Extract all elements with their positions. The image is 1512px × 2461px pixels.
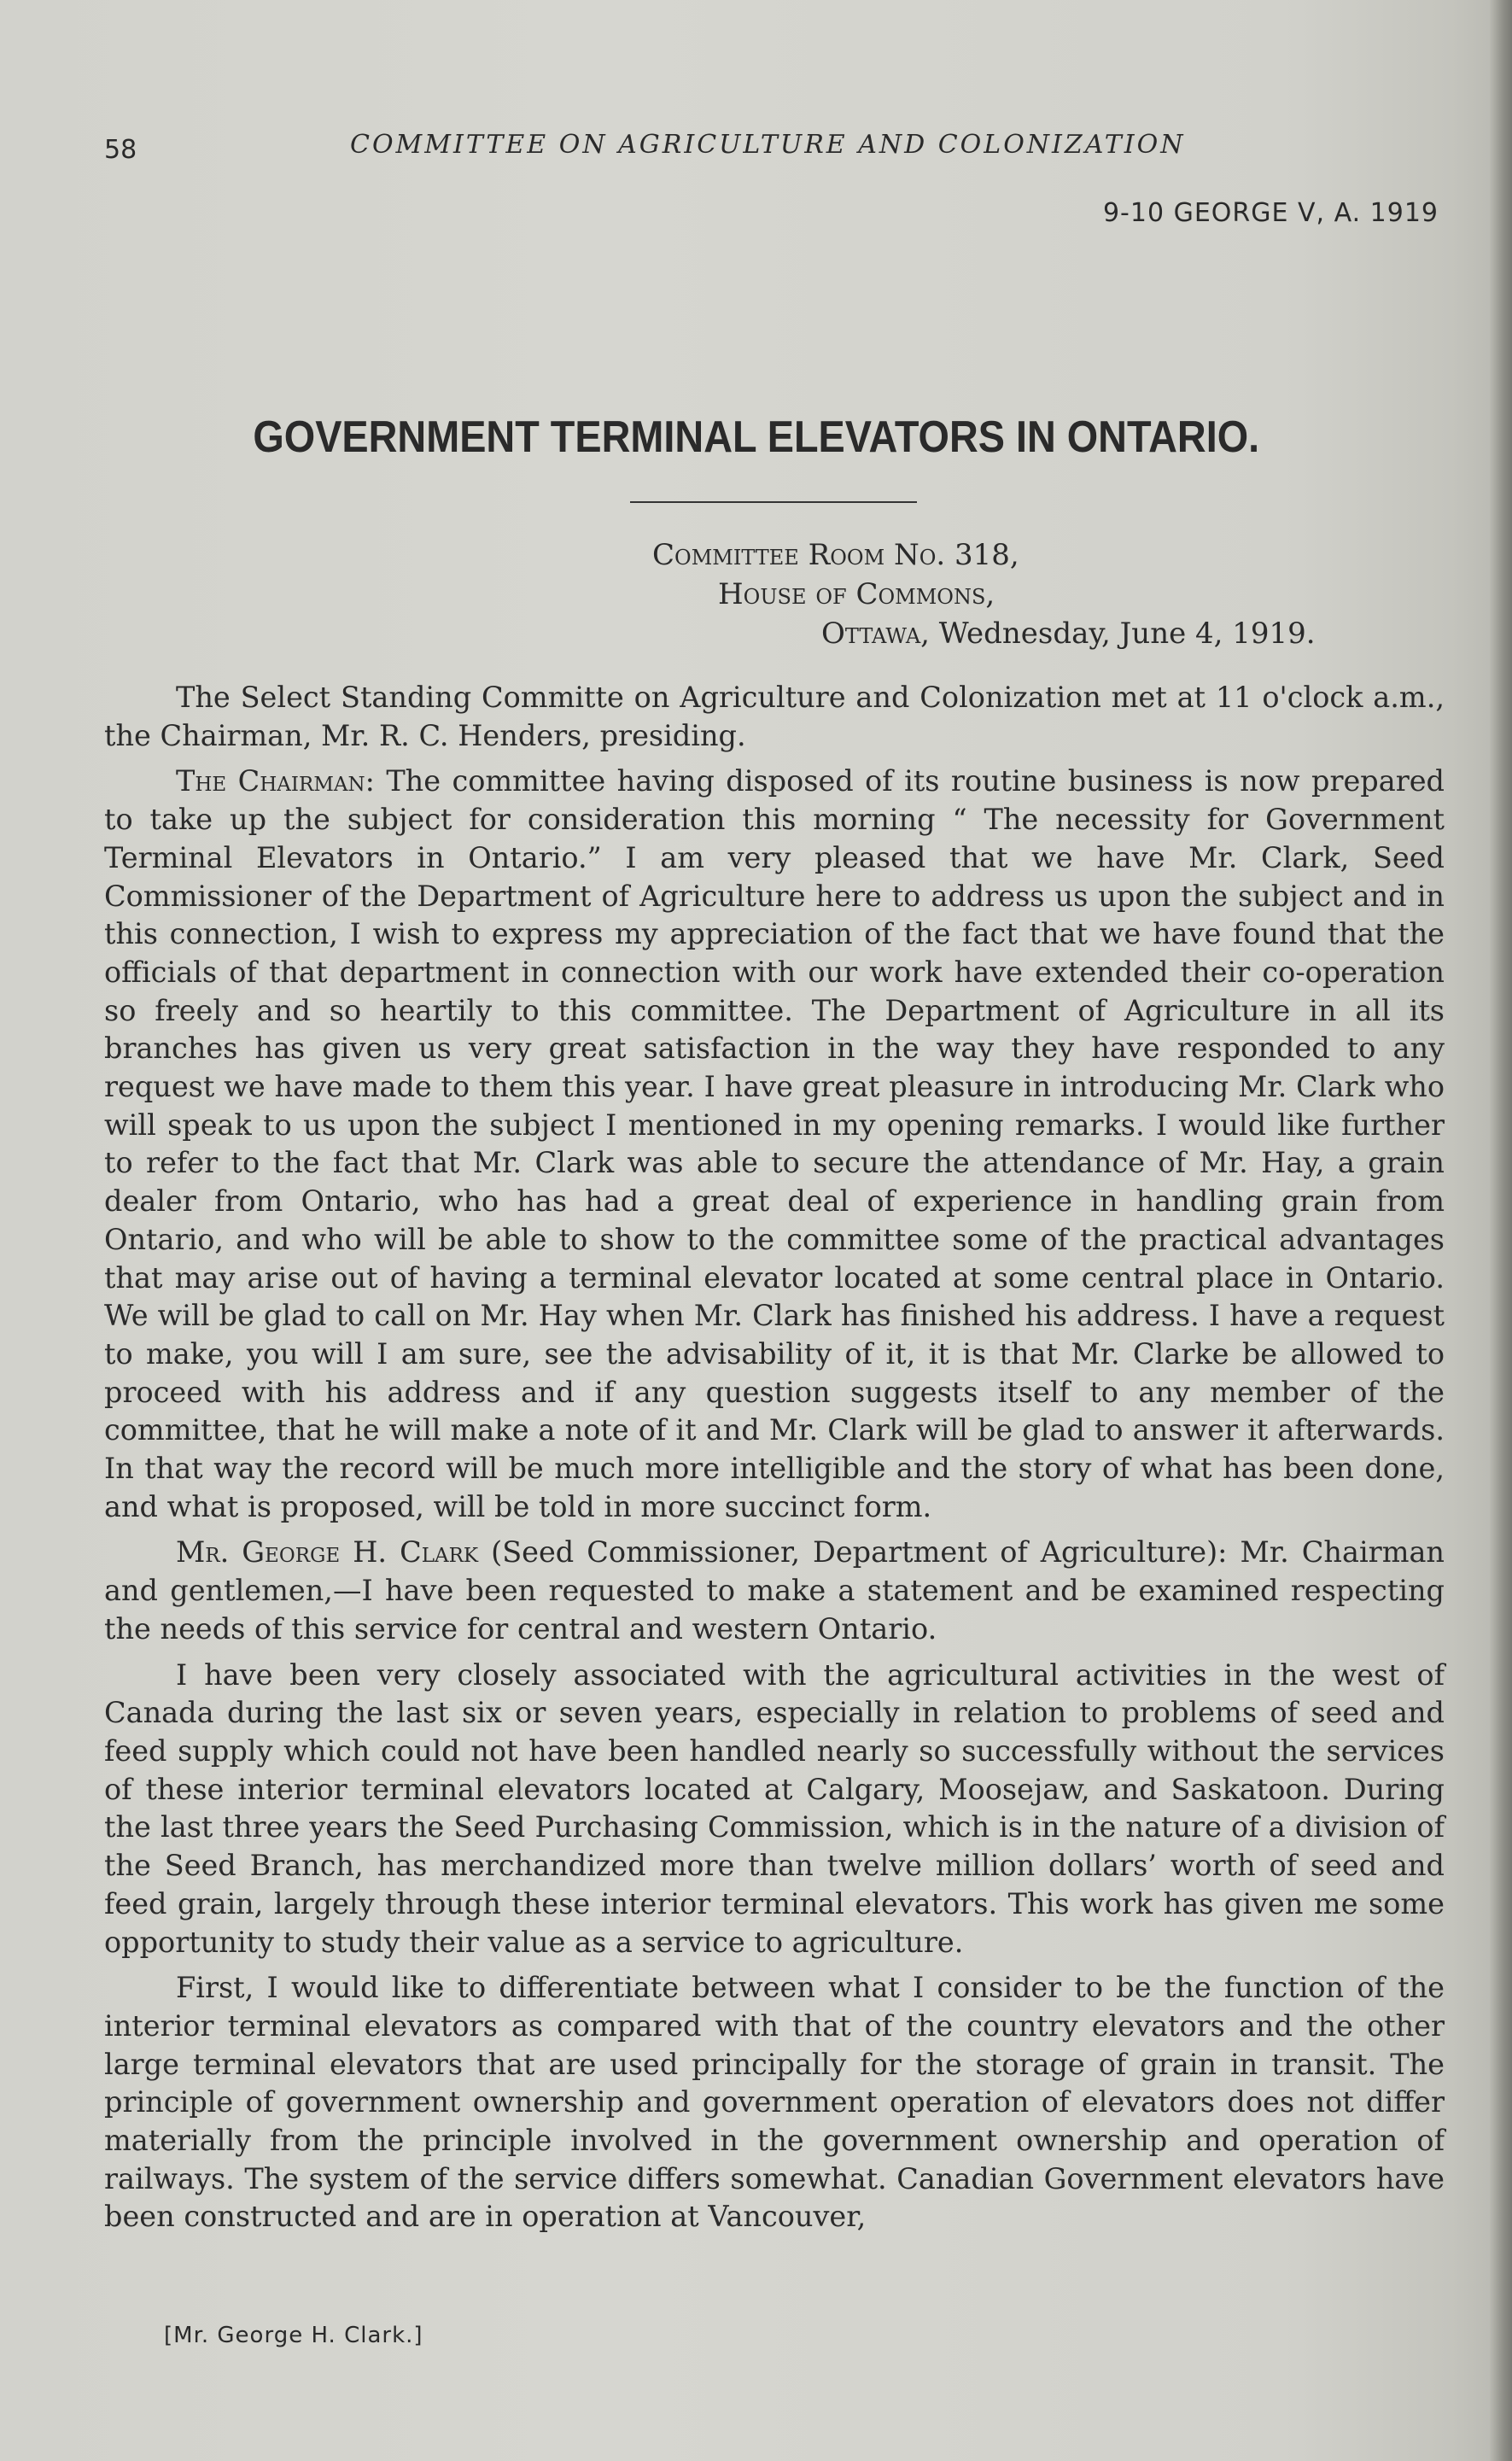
dateline-room: Committee Room No. 318, bbox=[652, 538, 1019, 572]
paragraph bbox=[104, 1969, 1445, 2236]
title-rule bbox=[630, 501, 917, 503]
paragraph bbox=[104, 763, 1445, 1526]
page-number: 58 bbox=[104, 135, 137, 165]
paragraph-text: The Select Standing Committe on Agriculture and Colonization met at 11 o'clock a.m., the Chairman, Mr. R. C. Henders, presiding. bbox=[104, 681, 1445, 752]
speaker-name: The Chairman: bbox=[176, 764, 375, 798]
paragraph bbox=[104, 679, 1445, 755]
session-label: 9-10 GEORGE V, A. 1919 bbox=[1102, 198, 1439, 228]
footer-speaker-note: [Mr. George H. Clark.] bbox=[164, 2323, 423, 2348]
body-text bbox=[104, 679, 1445, 2244]
dateline-date: Wednesday, June 4, 1919. bbox=[930, 617, 1316, 651]
book-spine-shadow bbox=[1490, 0, 1512, 2461]
page-title: GOVERNMENT TERMINAL ELEVATORS IN ONTARIO. bbox=[253, 412, 1260, 462]
dateline-place-date bbox=[821, 617, 1316, 651]
paragraph-text: First, I would like to differentiate between what I consider to be the function of the interior terminal elevators as compared with that of the country elevators and the other large terminal elevators that are used principally for the storage of grain in transit. The principle of government ownership and government operation of elevators does not differ materially from the principle involved in the government ownership and operation of railways. The system of the service differs somewhat. Canadian Government elevators have been constructed and are in operation at Vancouver, bbox=[104, 1971, 1445, 2234]
speaker-name: Mr. George H. Clark bbox=[176, 1535, 479, 1570]
running-head: COMMITTEE ON AGRICULTURE AND COLONIZATION bbox=[350, 130, 1186, 160]
paragraph-text: (Seed Commissioner, Department of Agriculture): Mr. Chairman and gentlemen,—I have been requested to make a statement and be examined respecting the needs of this service for central and western Ontario. bbox=[104, 1535, 1445, 1646]
dateline-place: Ottawa, bbox=[821, 617, 930, 651]
paragraph bbox=[104, 1657, 1445, 1962]
paragraph-text: I have been very closely associated with the agricultural activities in the west of Canada during the last six or seven years, especially in relation to problems of seed and feed supply which could not have been handled nearly so successfully without the services of these interior terminal elevators located at Calgary, Moosejaw, and Saskatoon. During the last three years the Seed Purchasing Commission, which is in the nature of a division of the Seed Branch, has merchandized more than twelve million dollars’ worth of seed and feed grain, largely through these interior terminal elevators. This work has given me some opportunity to study their value as a service to agriculture. bbox=[104, 1657, 1445, 1959]
dateline-house: House of Commons, bbox=[718, 577, 995, 611]
paragraph bbox=[104, 1534, 1445, 1648]
paragraph-text: The committee having disposed of its routine business is now prepared to take up the subject for consideration this morning “ The necessity for Government Terminal Elevators in Ontario.” I am very pleased that we have Mr. Clark, Seed Commissioner of the Department of Agriculture here to address us upon the subject and in this connection, I wish to express my appreciation of the fact that we have found that the officials of that department in connection with our work have extended their co-operation so freely and so heartily to this committee. The Department of Agriculture in all its branches has given us very great satisfaction in the way they have responded to any request we have made to them this year. I have great pleasure in introducing Mr. Clark who will speak to us upon the subject I mentioned in my opening remarks. I would like further to refer to the fact that Mr. Clark was able to secure the attendance of Mr. Hay, a grain dealer from Ontario, who has had a great deal of experience in handling grain from Ontario, and who will be able to show to the committee some of the practical advantages that may arise out of having a terminal elevator located at some central place in Ontario. We will be glad to call on Mr. Hay when Mr. Clark has finished his address. I have a request to make, you will I am sure, see the advisability of it, it is that Mr. Clarke be allowed to proceed with his address and if any question suggests itself to any member of the committee, that he will make a note of it and Mr. Clark will be glad to answer it afterwards. In that way the record will be much more intelligible and the story of what has been done, and what is proposed, will be told in more succinct form. bbox=[104, 764, 1445, 1523]
